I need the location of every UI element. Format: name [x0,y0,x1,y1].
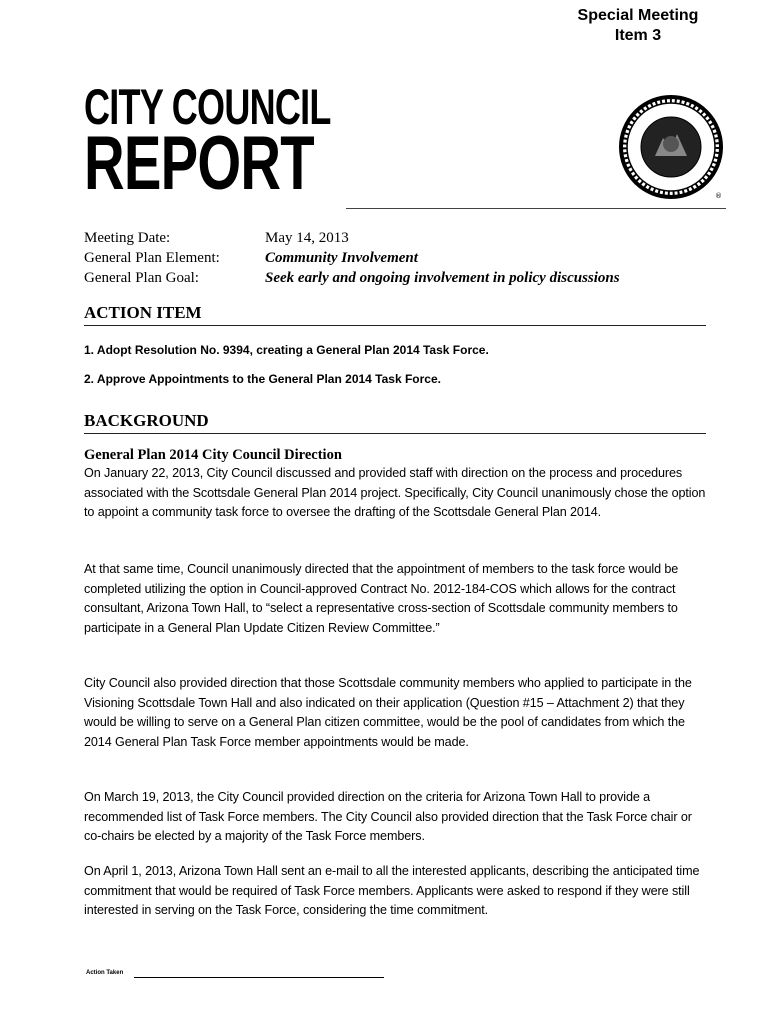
plan-element-row [84,248,620,268]
background-paragraph-4: On March 19, 2013, the City Council provided direction on the criteria for Arizona Town Hall to provide a recommended list of Task Force members. The City Council also provided direction that the Task Force chair or co-chairs be elected by a majority of the Task Force members. [84,790,692,843]
meeting-date-row [84,228,620,248]
meeting-date-value: May 14, 2013 [265,230,349,246]
special-meeting-block [558,6,718,46]
meeting-date-label: Meeting Date: [84,230,171,246]
background-subheading: General Plan 2014 City Council Direction [84,447,342,463]
background-paragraph-1: On January 22, 2013, City Council discussed and provided staff with direction on the process and procedures associated with the Scottsdale General Plan 2014 project. Specifically, City Council unanimously chose the option to appoint a community task force to oversee the drafting of the Scottsdale General Plan 2014. [84,466,706,519]
item-number: Item 3 [614,27,662,44]
background-heading: BACKGROUND [84,410,706,434]
svg-text:®: ® [715,192,722,200]
action-taken-line [134,977,384,978]
plan-element-label: General Plan Element: [84,250,220,266]
action-item-2: 2. Approve Appointments to the General Plan 2014 Task Force. [84,372,441,386]
background-paragraph-2: At that same time, Council unanimously directed that the appointment of members to the task force would be completed utilizing the option in Council-approved Contract No. 2012-184-COS which allows for the contract consultant, Arizona Town Hall, to “select a representative cross-section of Scottsdale community members to participate in a General Plan Update Citizen Review Committee.” [84,562,679,635]
action-item-1: 1. Adopt Resolution No. 9394, creating a General Plan 2014 Task Force. [84,343,489,357]
header-divider [346,208,726,209]
report-title-line2: REPORT [84,121,314,206]
action-taken-label: Action Taken [86,970,124,976]
plan-element-value: Community Involvement [265,250,418,266]
background-paragraph-5: On April 1, 2013, Arizona Town Hall sent an e-mail to all the interested applicants, describing the anticipated time commitment that would be required of Task Force members. Applicants were asked to respond if they were still interested in serving on the Task Force, considering the time commitment. [84,864,700,917]
city-seal-logo [615,94,727,202]
plan-goal-label: General Plan Goal: [84,270,199,286]
plan-goal-value: Seek early and ongoing involvement in policy discussions [265,270,620,286]
plan-goal-row [84,268,620,288]
background-paragraph-3: City Council also provided direction that those Scottsdale community members who applied to participate in the Visioning Scottsdale Town Hall and also indicated on their application (Question #15 – Attachment 2) that they would be willing to serve on a General Plan citizen committee, would be the pool of candidates from which the 2014 General Plan Task Force member appointments would be made. [84,676,692,749]
meeting-meta [84,228,620,288]
report-title-line1: CITY COUNCIL [84,79,331,135]
special-meeting-label: Special Meeting [577,7,699,24]
action-item-heading: ACTION ITEM [84,302,706,326]
